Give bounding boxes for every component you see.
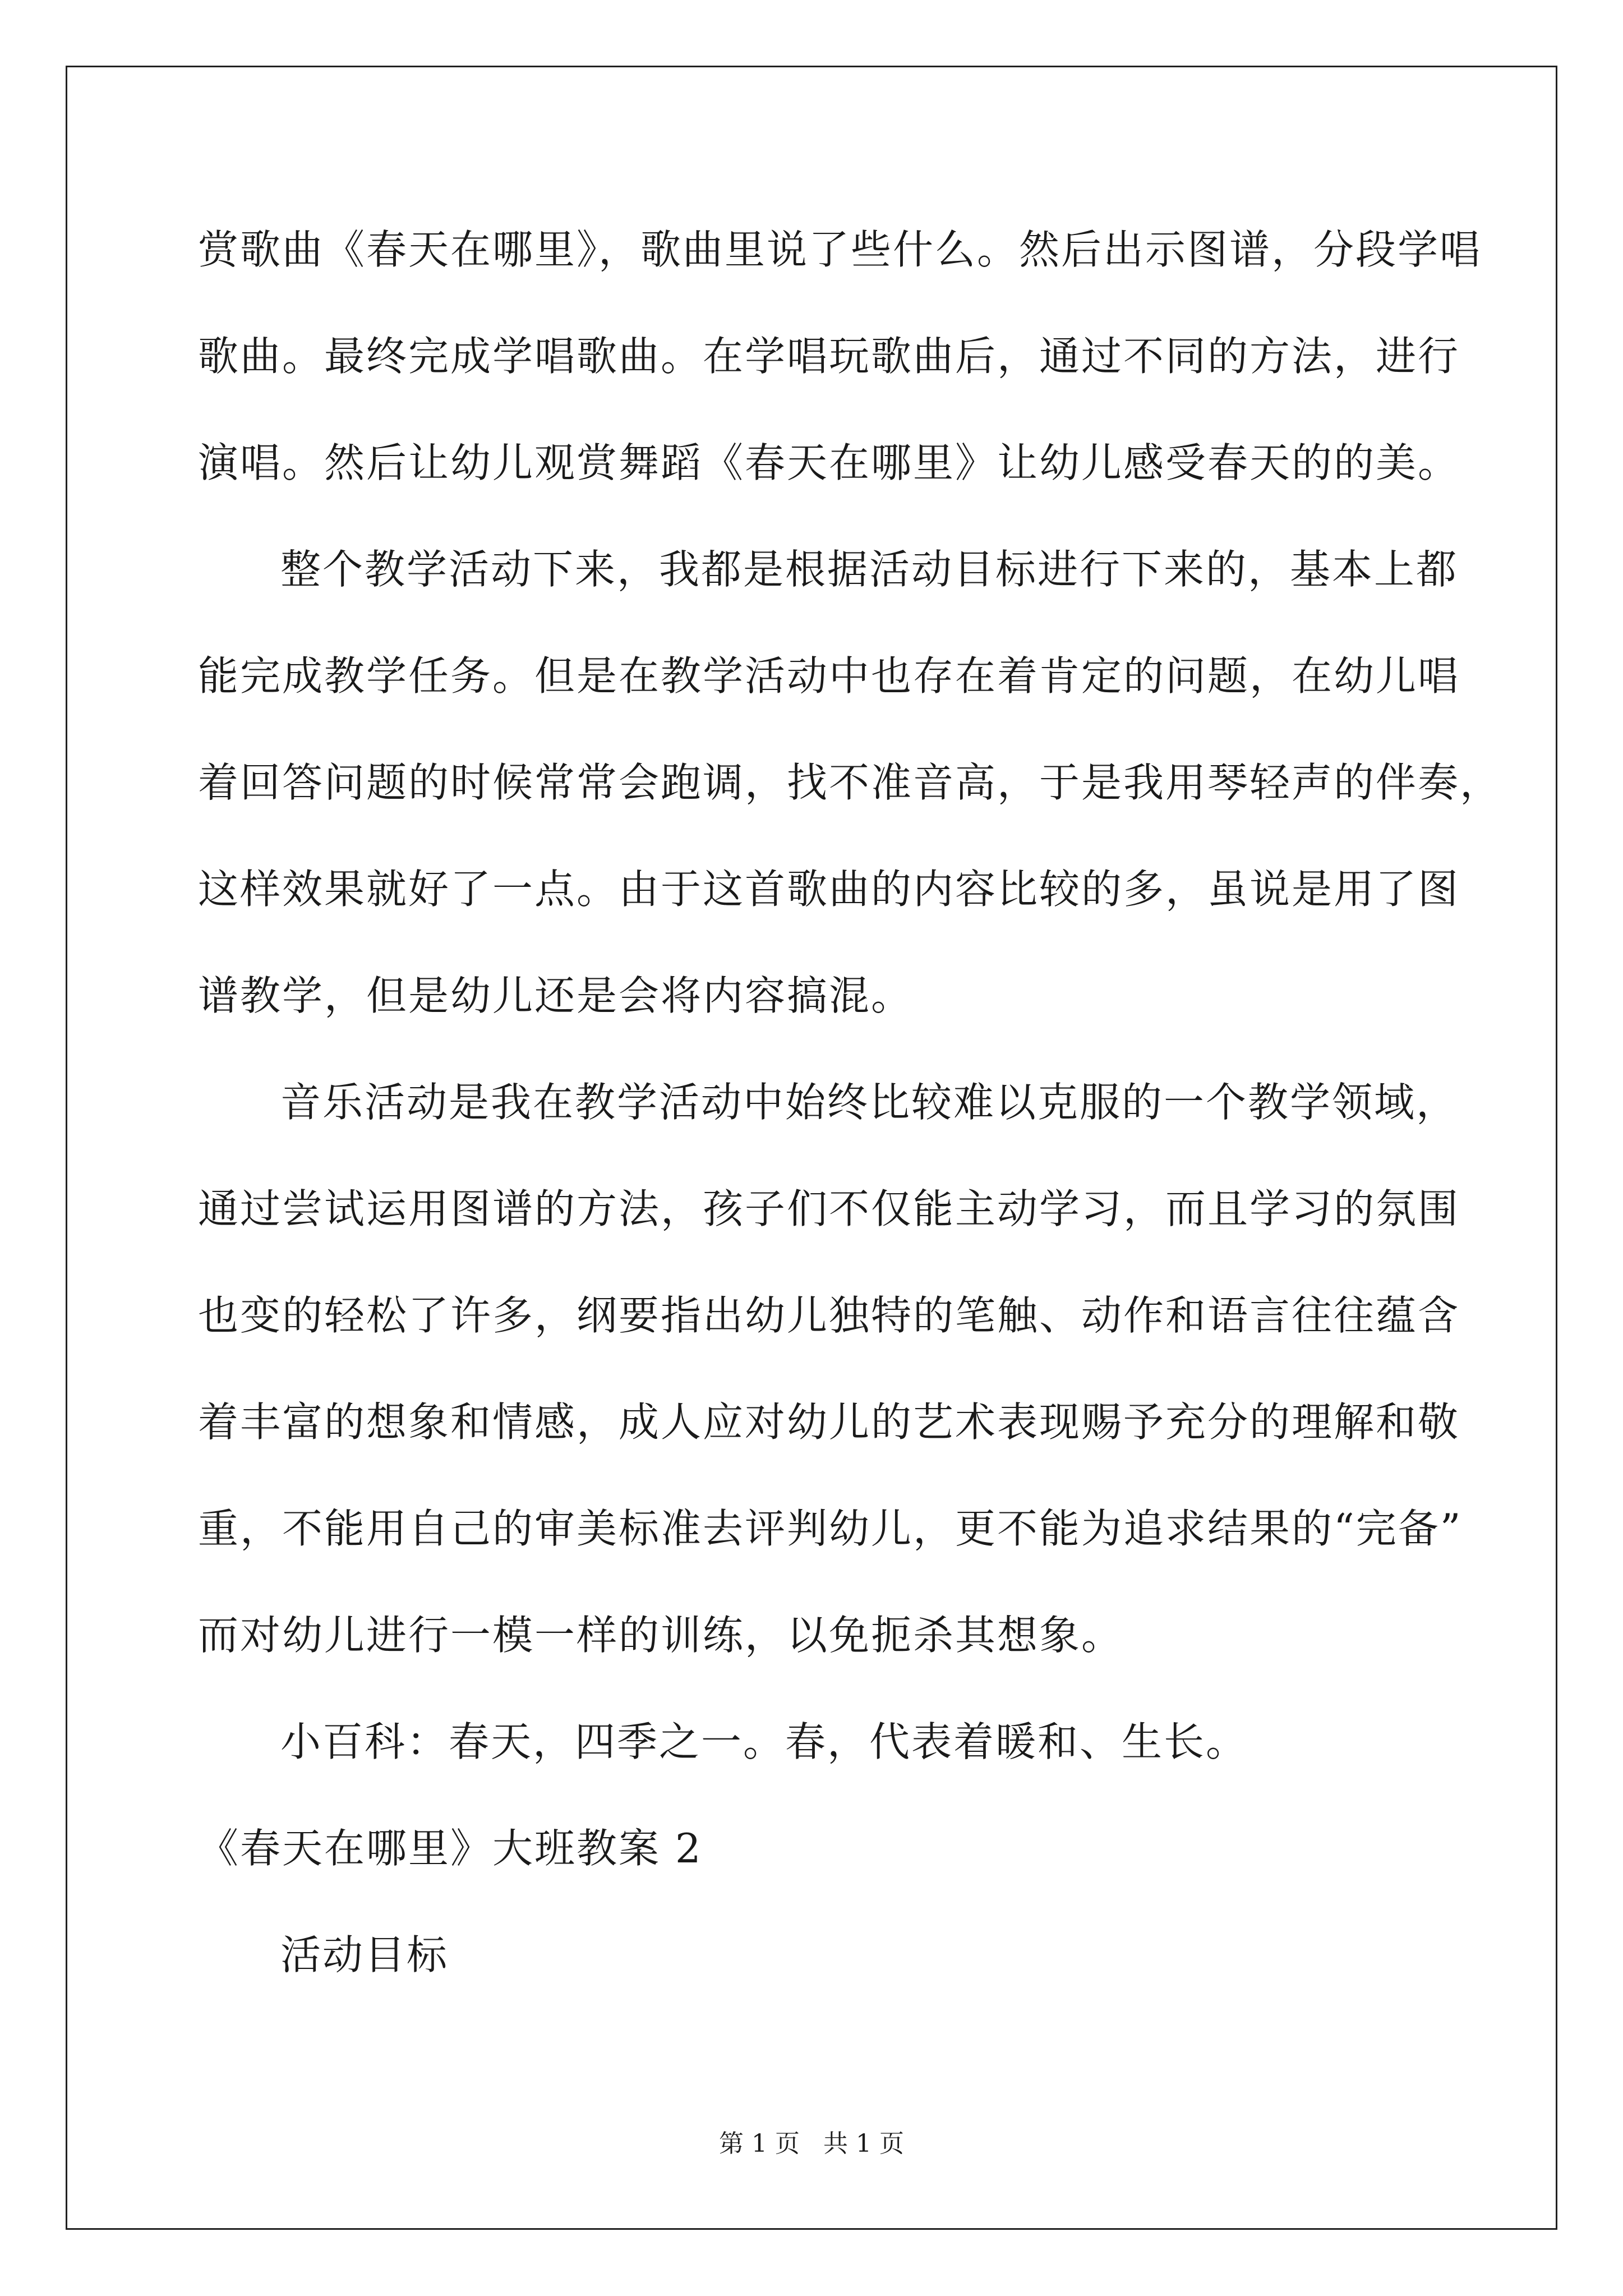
body-text-line: 能完成教学任务。但是在教学活动中也存在着肯定的问题，在幼儿唱 <box>198 652 1460 700</box>
subsection-heading: 活动目标 <box>280 1931 449 1978</box>
body-text-line: 演唱。然后让幼儿观赏舞蹈《春天在哪里》让幼儿感受春天的的美。 <box>198 439 1460 486</box>
body-text-line: 谱教学，但是幼儿还是会将内容搞混。 <box>198 972 914 1019</box>
section-heading: 《春天在哪里》大班教案 2 <box>198 1825 703 1872</box>
trivia-line: 小百科：春天，四季之一。春，代表着暖和、生长。 <box>280 1718 1248 1765</box>
page-footer: 第 1 页 共 1 页 <box>719 2129 904 2158</box>
paragraph-start-line: 音乐活动是我在教学活动中始终比较难以克服的一个教学领域， <box>280 1079 1459 1126</box>
body-text-line: 这样效果就好了一点。由于这首歌曲的内容比较的多，虽说是用了图 <box>198 866 1460 913</box>
body-text-line: 着回答问题的时候常常会跑调，找不准音高，于是我用琴轻声的伴奏， <box>198 759 1502 806</box>
body-text-line: 歌曲。最终完成学唱歌曲。在学唱玩歌曲后，通过不同的方法，进行 <box>198 333 1460 380</box>
body-text-line: 而对幼儿进行一模一样的训练，以免扼杀其想象。 <box>198 1612 1124 1659</box>
page-border <box>66 66 1557 2230</box>
paragraph-start-line: 整个教学活动下来，我都是根据活动目标进行下来的，基本上都 <box>280 546 1459 593</box>
body-text-line: 赏歌曲《春天在哪里》，歌曲里说了些什么。然后出示图谱，分段学唱 <box>198 226 1482 273</box>
body-text-line: 也变的轻松了许多，纲要指出幼儿独特的笔触、动作和语言往往蕴含 <box>198 1292 1460 1339</box>
body-text-line: 通过尝试运用图谱的方法，孩子们不仅能主动学习，而且学习的氛围 <box>198 1185 1460 1232</box>
body-text-line: 重，不能用自己的审美标准去评判幼儿，更不能为追求结果的“完备” <box>198 1505 1463 1552</box>
body-text-line: 着丰富的想象和情感，成人应对幼儿的艺术表现赐予充分的理解和敬 <box>198 1398 1460 1446</box>
